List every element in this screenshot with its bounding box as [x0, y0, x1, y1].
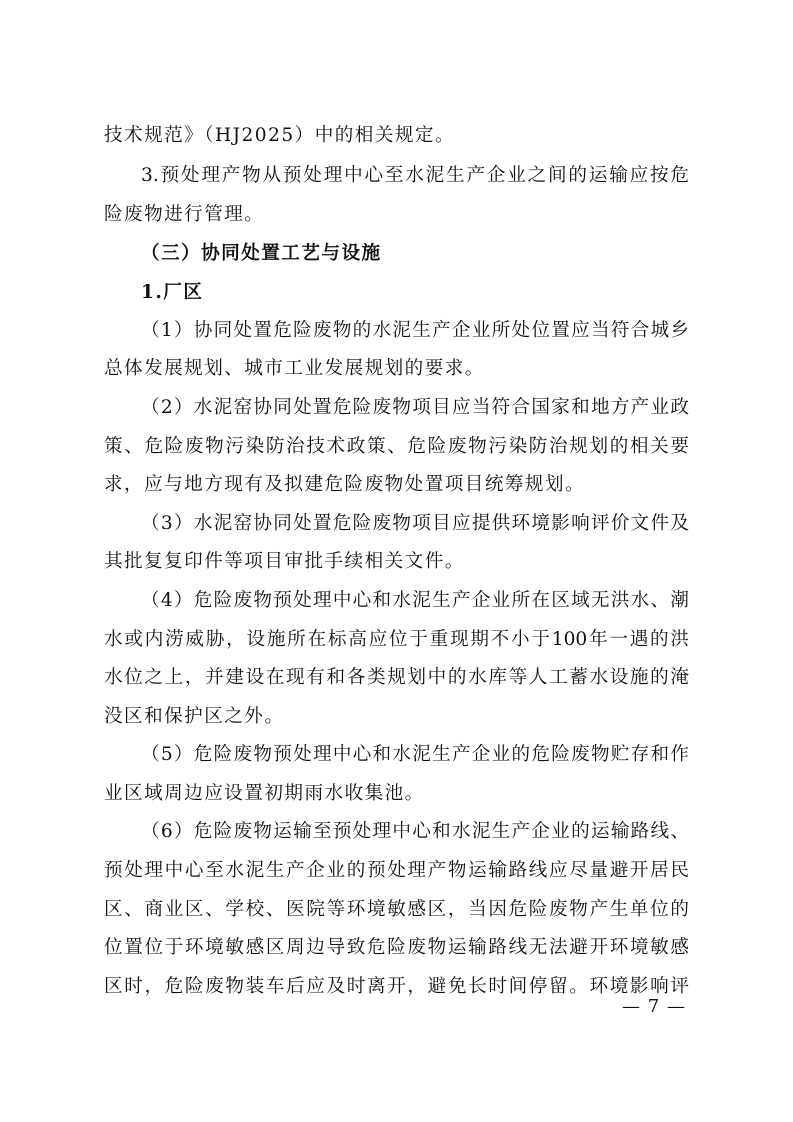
paragraph-line: 区时，危险废物装车后应及时离开，避免长时间停留。环境影响评: [104, 976, 689, 997]
paragraph-line: 预处理中心至水泥生产企业的预处理产物运输路线应尽量避开居民: [104, 860, 689, 881]
paragraph-line: （4）危险废物预处理中心和水泥生产企业所在区域无洪水、潮: [141, 590, 689, 611]
paragraph-line: 水或内涝威胁，设施所在标高应位于重现期不小于100年一遇的洪: [104, 629, 689, 650]
paragraph-line: 位置位于环境敏感区周边导致危险废物运输路线无法避开环境敏感: [104, 937, 689, 958]
paragraph-line: 技术规范》（HJ2025）中的相关规定。: [104, 125, 456, 146]
paragraph-line: 区、商业区、学校、医院等环境敏感区，当因危险废物产生单位的: [104, 899, 689, 920]
paragraph-line: 没区和保护区之外。: [104, 706, 285, 727]
paragraph-line: （3）水泥窑协同处置危险废物项目应提供环境影响评价文件及: [141, 513, 689, 534]
paragraph-line: 3.预处理产物从预处理中心至水泥生产企业之间的运输应按危: [141, 165, 689, 186]
paragraph-line: 求，应与地方现有及拟建危险废物处置项目统筹规划。: [104, 474, 586, 495]
subsection-heading: 1.厂区: [141, 282, 204, 303]
paragraph-line: （6）危险废物运输至预处理中心和水泥生产企业的运输路线、: [141, 821, 689, 842]
paragraph-line: 总体发展规划、城市工业发展规划的要求。: [104, 358, 485, 379]
paragraph-line: （2）水泥窑协同处置危险废物项目应当符合国家和地方产业政: [141, 397, 689, 418]
paragraph-line: （1）协同处置危险废物的水泥生产企业所处位置应当符合城乡: [141, 320, 689, 341]
paragraph-line: 险废物进行管理。: [104, 204, 265, 225]
paragraph-line: 其批复复印件等项目审批手续相关文件。: [104, 551, 465, 572]
page-number: — 7 —: [622, 996, 686, 1017]
paragraph-line: 策、危险废物污染防治技术政策、危险废物污染防治规划的相关要: [104, 436, 689, 457]
section-heading: （三）协同处置工艺与设施: [141, 243, 382, 264]
paragraph-line: 水位之上，并建设在现有和各类规划中的水库等人工蓄水设施的淹: [104, 667, 689, 688]
paragraph-line: 业区域周边应设置初期雨水收集池。: [104, 783, 425, 804]
paragraph-line: （5）危险废物预处理中心和水泥生产企业的危险废物贮存和作: [141, 744, 689, 765]
